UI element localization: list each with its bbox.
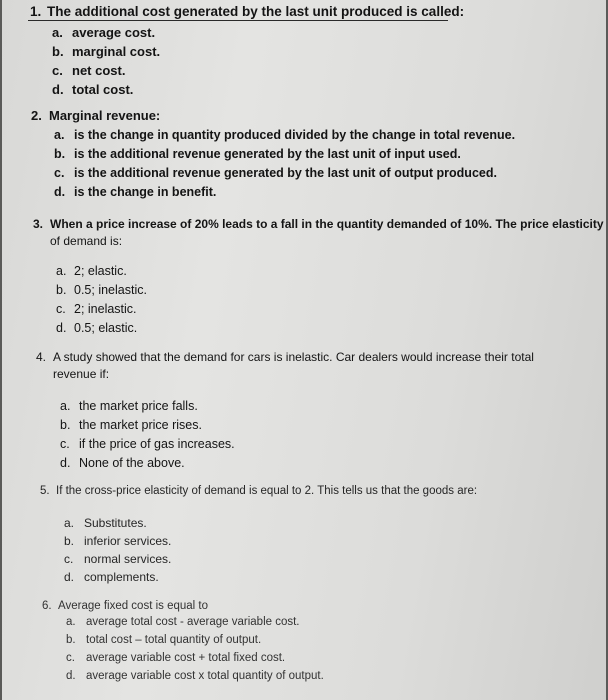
- option-letter: b.: [64, 534, 75, 548]
- question-number: 2.: [31, 108, 42, 123]
- option-letter: a.: [66, 616, 76, 628]
- question-text: If the cross-price elasticity of demand is equal to 2. This tells us that the goods are:: [56, 485, 478, 497]
- option-letter: a.: [52, 25, 63, 40]
- question-text: Marginal revenue:: [49, 108, 161, 123]
- question-number: 4.: [36, 350, 47, 364]
- option-letter: c.: [66, 652, 75, 664]
- option-letter: a.: [54, 128, 65, 142]
- option-text: average variable cost x total quantity of output.: [86, 670, 324, 682]
- option-letter: a.: [60, 399, 71, 413]
- option-letter: d.: [64, 570, 75, 584]
- question-number: 6.: [42, 600, 52, 612]
- question-1-underline: [28, 20, 448, 21]
- option-text: average total cost - average variable cost.: [86, 616, 300, 628]
- option-letter: b.: [54, 147, 66, 161]
- question-text: A study showed that the demand for cars is inelastic. Car dealers would increase their total: [53, 350, 534, 364]
- question-number: 5.: [40, 485, 50, 497]
- option-text: complements.: [84, 570, 159, 584]
- option-text: average cost.: [72, 25, 156, 40]
- option-letter: c.: [52, 63, 63, 78]
- option-text: Substitutes.: [84, 516, 147, 530]
- option-letter: c.: [60, 437, 70, 451]
- option-text: normal services.: [84, 552, 172, 566]
- option-text: 2; inelastic.: [74, 302, 137, 316]
- option-letter: d.: [60, 456, 71, 470]
- option-text: marginal cost.: [72, 44, 161, 59]
- option-text: 0.5; elastic.: [74, 321, 138, 335]
- option-text: 2; elastic.: [74, 264, 127, 278]
- question-text: Average fixed cost is equal to: [58, 600, 209, 612]
- option-text: is the change in benefit.: [74, 185, 217, 199]
- option-text: if the price of gas increases.: [79, 437, 235, 451]
- question-text-continued: revenue if:: [53, 367, 110, 381]
- option-letter: d.: [56, 321, 67, 335]
- option-text: total cost.: [72, 82, 134, 97]
- option-letter: b.: [60, 418, 71, 432]
- option-letter: d.: [52, 82, 64, 97]
- question-text: The additional cost generated by the last unit produced is called:: [47, 4, 465, 19]
- option-text: None of the above.: [79, 456, 185, 470]
- question-number: 1.: [30, 4, 42, 19]
- option-text: 0.5; inelastic.: [74, 283, 147, 297]
- option-letter: d.: [54, 185, 66, 199]
- option-text: average variable cost + total fixed cost.: [86, 652, 286, 664]
- option-text: is the additional revenue generated by the last unit of output produced.: [74, 166, 497, 180]
- option-letter: a.: [56, 264, 67, 278]
- option-letter: b.: [52, 44, 64, 59]
- option-letter: d.: [66, 670, 76, 682]
- question-number: 3.: [33, 217, 44, 231]
- option-letter: b.: [56, 283, 67, 297]
- option-text: is the additional revenue generated by the last unit of input used.: [74, 147, 461, 161]
- option-text: is the change in quantity produced divided by the change in total revenue.: [74, 128, 516, 142]
- option-letter: c.: [64, 552, 74, 566]
- option-text: the market price falls.: [79, 399, 198, 413]
- option-letter: c.: [54, 166, 65, 180]
- question-text: When a price increase of 20% leads to a fall in the quantity demanded of 10%. The price elasticity: [50, 217, 604, 231]
- option-letter: b.: [66, 634, 76, 646]
- option-text: inferior services.: [84, 534, 172, 548]
- option-letter: a.: [64, 516, 75, 530]
- option-text: the market price rises.: [79, 418, 202, 432]
- option-text: total cost – total quantity of output.: [86, 634, 262, 646]
- option-letter: c.: [56, 302, 66, 316]
- left-page-edge: [0, 0, 2, 700]
- question-text-continued: of demand is:: [50, 234, 123, 248]
- option-text: net cost.: [72, 63, 126, 78]
